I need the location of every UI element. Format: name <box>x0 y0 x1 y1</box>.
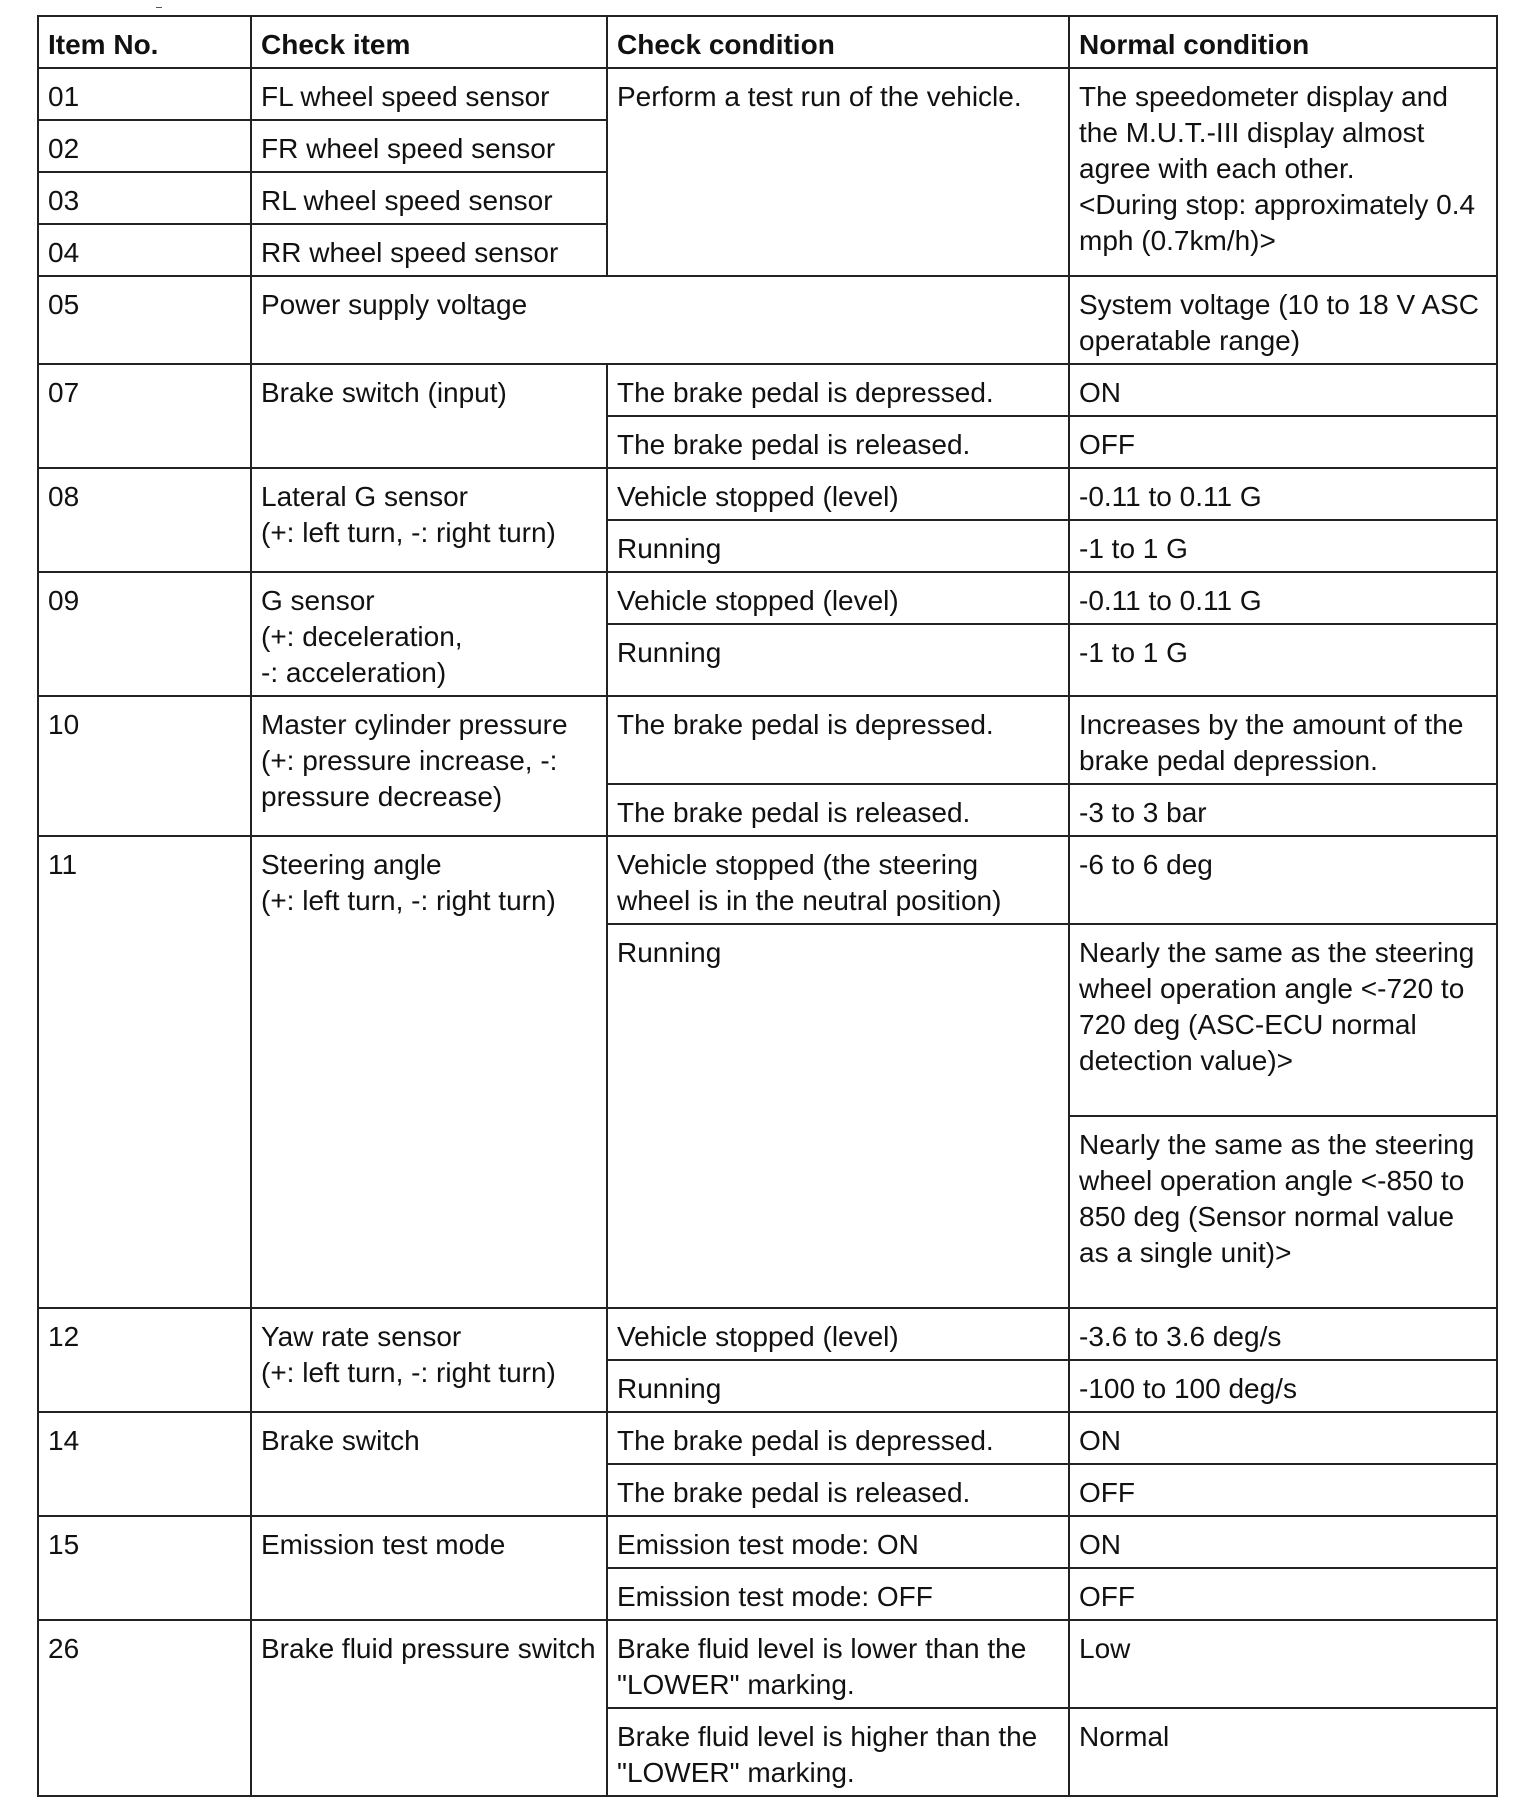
check-condition-cell: The brake pedal is released. <box>607 1464 1069 1516</box>
normal-condition-cell: Low <box>1069 1620 1497 1708</box>
check-item-cell: Brake switch (input) <box>251 364 607 468</box>
normal-condition-cell: -6 to 6 deg <box>1069 836 1497 924</box>
normal-condition-cell: Increases by the amount of the brake pedal depression. <box>1069 696 1497 784</box>
table-row <box>38 696 1497 784</box>
check-condition-cell: The brake pedal is depressed. <box>607 1412 1069 1464</box>
normal-condition-cell: Nearly the same as the steering wheel operation angle <-720 to 720 deg (ASC-ECU normal detection value)> <box>1069 924 1497 1116</box>
item-no-cell: 11 <box>38 836 251 1308</box>
check-condition-cell: Running <box>607 520 1069 572</box>
normal-condition-cell: ON <box>1069 1516 1497 1568</box>
check-item-cell: Brake fluid pressure switch <box>251 1620 607 1796</box>
item-no-cell: 09 <box>38 572 251 696</box>
normal-condition-cell: OFF <box>1069 1568 1497 1620</box>
header-item-no: Item No. <box>38 16 251 68</box>
check-condition-cell: Vehicle stopped (level) <box>607 468 1069 520</box>
check-condition-cell: Emission test mode: OFF <box>607 1568 1069 1620</box>
item-no-cell: 02 <box>38 120 251 172</box>
item-no-cell: 08 <box>38 468 251 572</box>
header-check-item: Check item <box>251 16 607 68</box>
check-condition-cell: Vehicle stopped (the steering wheel is in the neutral position) <box>607 836 1069 924</box>
header-row <box>38 16 1497 68</box>
check-item-cell: RR wheel speed sensor <box>251 224 607 276</box>
normal-condition-cell: -0.11 to 0.11 G <box>1069 468 1497 520</box>
check-condition-cell: Vehicle stopped (level) <box>607 1308 1069 1360</box>
normal-condition-cell: -3.6 to 3.6 deg/s <box>1069 1308 1497 1360</box>
check-condition-cell: Running <box>607 1360 1069 1412</box>
header-normal-condition: Normal condition <box>1069 16 1497 68</box>
normal-condition-cell: -0.11 to 0.11 G <box>1069 572 1497 624</box>
table-row <box>38 1412 1497 1464</box>
check-items-table <box>37 15 1498 1797</box>
item-no-cell: 12 <box>38 1308 251 1412</box>
check-item-cell: Emission test mode <box>251 1516 607 1620</box>
normal-condition-cell: Normal <box>1069 1708 1497 1796</box>
item-no-cell: 03 <box>38 172 251 224</box>
table-row <box>38 68 1497 120</box>
item-no-cell: 10 <box>38 696 251 836</box>
normal-condition-cell: -1 to 1 G <box>1069 624 1497 696</box>
check-condition-cell: Running <box>607 624 1069 696</box>
item-no-cell: 26 <box>38 1620 251 1796</box>
check-item-cell: Master cylinder pressure (+: pressure increase, -: pressure decrease) <box>251 696 607 836</box>
check-condition-cell: Vehicle stopped (level) <box>607 572 1069 624</box>
item-no-cell: 01 <box>38 68 251 120</box>
normal-condition-cell: -1 to 1 G <box>1069 520 1497 572</box>
table-row <box>38 836 1497 924</box>
item-no-cell: 07 <box>38 364 251 468</box>
normal-condition-cell: Nearly the same as the steering wheel operation angle <-850 to 850 deg (Sensor normal value as a single unit)> <box>1069 1116 1497 1308</box>
table-row <box>38 276 1497 364</box>
check-item-cell: Brake switch <box>251 1412 607 1516</box>
check-condition-cell: Brake fluid level is higher than the "LOWER" marking. <box>607 1708 1069 1796</box>
check-condition-cell: Emission test mode: ON <box>607 1516 1069 1568</box>
item-no-cell: 15 <box>38 1516 251 1620</box>
check-item-cell: Power supply voltage <box>251 276 1069 364</box>
normal-condition-cell: OFF <box>1069 1464 1497 1516</box>
header-check-condition: Check condition <box>607 16 1069 68</box>
check-item-cell: FR wheel speed sensor <box>251 120 607 172</box>
check-condition-cell: Running <box>607 924 1069 1308</box>
table-row <box>38 364 1497 416</box>
check-item-cell: Steering angle (+: left turn, -: right turn) <box>251 836 607 1308</box>
item-no-cell: 14 <box>38 1412 251 1516</box>
check-condition-cell: Brake fluid level is lower than the "LOWER" marking. <box>607 1620 1069 1708</box>
normal-condition-cell: The speedometer display and the M.U.T.-III display almost agree with each other. <During stop: approximately 0.4 mph (0.7km/h)> <box>1069 68 1497 276</box>
item-no-cell: 05 <box>38 276 251 364</box>
table-row <box>38 1308 1497 1360</box>
check-condition-cell: The brake pedal is depressed. <box>607 696 1069 784</box>
check-item-cell: Yaw rate sensor (+: left turn, -: right turn) <box>251 1308 607 1412</box>
table-row <box>38 1516 1497 1568</box>
table-row <box>38 468 1497 520</box>
check-item-cell: Lateral G sensor (+: left turn, -: right turn) <box>251 468 607 572</box>
normal-condition-cell: ON <box>1069 1412 1497 1464</box>
check-item-cell: RL wheel speed sensor <box>251 172 607 224</box>
normal-condition-cell: OFF <box>1069 416 1497 468</box>
check-condition-cell: The brake pedal is released. <box>607 416 1069 468</box>
normal-condition-cell: ON <box>1069 364 1497 416</box>
normal-condition-cell: System voltage (10 to 18 V ASC operatable range) <box>1069 276 1497 364</box>
header-tick-mark <box>156 7 162 8</box>
normal-condition-cell: -3 to 3 bar <box>1069 784 1497 836</box>
check-condition-cell: Perform a test run of the vehicle. <box>607 68 1069 276</box>
check-item-cell: FL wheel speed sensor <box>251 68 607 120</box>
normal-condition-cell: -100 to 100 deg/s <box>1069 1360 1497 1412</box>
table-row <box>38 572 1497 624</box>
check-condition-cell: The brake pedal is released. <box>607 784 1069 836</box>
table-row <box>38 1620 1497 1708</box>
item-no-cell: 04 <box>38 224 251 276</box>
check-condition-cell: The brake pedal is depressed. <box>607 364 1069 416</box>
check-item-cell: G sensor (+: deceleration, -: acceleration) <box>251 572 607 696</box>
